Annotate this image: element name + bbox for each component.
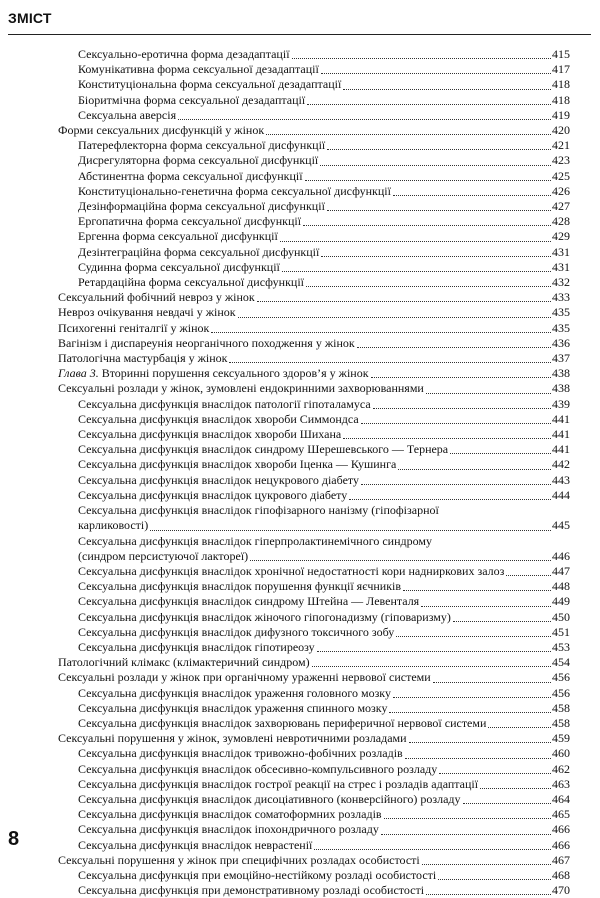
toc-entry-page: 432 <box>552 275 570 290</box>
toc-entry-title: Дезінтеграційна форма сексуальної дисфункції <box>78 244 320 259</box>
toc-entry-page: 438 <box>552 381 570 396</box>
toc-entry-page: 467 <box>552 852 570 867</box>
toc-entry-title: Сексуальна дисфункція внаслідок нецукрового діабету <box>78 472 359 487</box>
dot-leader <box>327 210 551 211</box>
toc-entry-page: 450 <box>552 609 570 624</box>
toc-entry-page: 420 <box>552 123 570 138</box>
toc-entry-title: Сексуальний фобічний невроз у жінок <box>58 290 255 305</box>
toc-subsection <box>58 199 570 214</box>
dot-leader <box>349 499 551 500</box>
toc-subsection <box>58 792 570 807</box>
toc-section <box>58 321 570 336</box>
dot-leader <box>480 788 551 789</box>
toc-entry-title-continuation: (синдром персистуючої лактореї) <box>78 548 249 563</box>
toc-section <box>58 305 570 320</box>
toc-entry-page: 419 <box>552 107 570 122</box>
toc-entry-title: Патологічний клімакс (клімактеричний синдром) <box>58 655 310 670</box>
toc-subsection <box>58 457 570 472</box>
toc-entry-continuation <box>58 518 570 533</box>
toc-entry-page: 426 <box>552 183 570 198</box>
table-of-contents <box>58 47 570 898</box>
toc-entry-title: Сексуальна дисфункція внаслідок ураження головного мозку <box>78 685 391 700</box>
toc-entry-title: Сексуальна дисфункція при демонстративному розладі особистості <box>78 883 425 898</box>
dot-leader <box>282 271 551 272</box>
toc-entry-page: 429 <box>552 229 570 244</box>
dot-leader <box>292 58 551 59</box>
toc-entry-page: 458 <box>552 715 570 730</box>
toc-entry-page: 453 <box>552 639 570 654</box>
toc-subsection <box>58 807 570 822</box>
toc-entry-page: 451 <box>552 624 570 639</box>
toc-entry-title: Сексуальна дисфункція внаслідок хвороби Іценка — Кушинга <box>78 457 397 472</box>
dot-leader <box>266 134 551 135</box>
dot-leader <box>178 119 551 120</box>
toc-entry-page: 466 <box>552 822 570 837</box>
dot-leader <box>257 301 551 302</box>
dot-leader <box>321 73 551 74</box>
toc-entry-title: Сексуальна дисфункція внаслідок захворювань периферичної нервової системи <box>78 715 487 730</box>
toc-subsection <box>58 412 570 427</box>
toc-entry-title: Дисрегуляторна форма сексуальної дисфункції <box>78 153 319 168</box>
toc-entry-title: Сексуальні розлади у жінок, зумовлені ендокринними захворюваннями <box>58 381 424 396</box>
toc-subsection <box>58 640 570 655</box>
dot-leader <box>317 651 551 652</box>
toc-subsection <box>58 701 570 716</box>
toc-subsection <box>58 488 570 503</box>
page-header-title: ЗМІСТ <box>8 10 52 26</box>
toc-entry-page: 462 <box>552 761 570 776</box>
toc-entry-title: Сексуальна дисфункція при емоційно-нестійкому розладі особистості <box>78 867 437 882</box>
dot-leader <box>384 818 551 819</box>
toc-entry-page: 437 <box>552 351 570 366</box>
toc-entry-page: 456 <box>552 670 570 685</box>
toc-entry-page: 433 <box>552 290 570 305</box>
toc-subsection <box>58 579 570 594</box>
toc-entry-page: 447 <box>552 563 570 578</box>
dot-leader <box>150 530 551 531</box>
toc-entry-page: 441 <box>552 427 570 442</box>
toc-subsection <box>58 214 570 229</box>
toc-subsection <box>58 245 570 260</box>
toc-subsection <box>58 625 570 640</box>
toc-entry-page: 445 <box>552 518 570 533</box>
dot-leader <box>426 393 551 394</box>
toc-entry-title: Сексуальна аверсія <box>78 107 177 122</box>
toc-entry-title: Сексуальна дисфункція внаслідок хронічної недостатності кори надниркових залоз <box>78 563 505 578</box>
dot-leader <box>373 408 551 409</box>
toc-section <box>58 336 570 351</box>
toc-subsection <box>58 473 570 488</box>
toc-entry-page: 441 <box>552 442 570 457</box>
toc-section <box>58 381 570 396</box>
toc-subsection <box>58 716 570 731</box>
toc-entry-title: Сексуальна дисфункція внаслідок неврастенії <box>78 837 313 852</box>
toc-entry-page: 427 <box>552 199 570 214</box>
page-number: 8 <box>8 828 20 850</box>
toc-entry-title: Біоритмічна форма сексуальної дезадаптації <box>78 92 306 107</box>
toc-entry-page: 468 <box>552 867 570 882</box>
toc-entry-title: Судинна форма сексуальної дисфункції <box>78 259 280 274</box>
dot-leader <box>320 165 551 166</box>
toc-entry-page: 449 <box>552 594 570 609</box>
dot-leader <box>361 484 551 485</box>
toc-entry-title: Сексуальна дисфункція внаслідок тривожно-фобічних розладів <box>78 746 403 761</box>
toc-subsection <box>58 77 570 92</box>
toc-entry-page: 460 <box>552 746 570 761</box>
dot-leader <box>229 362 551 363</box>
toc-entry-title: Сексуальні порушення у жінок, зумовлені невротичними розладами <box>58 731 407 746</box>
toc-chapter <box>58 366 570 381</box>
dot-leader <box>343 438 551 439</box>
toc-entry-page: 435 <box>552 320 570 335</box>
toc-subsection <box>58 762 570 777</box>
dot-leader <box>438 879 551 880</box>
header-divider <box>8 34 591 35</box>
toc-subsection <box>58 62 570 77</box>
toc-section <box>58 290 570 305</box>
toc-entry-page: 438 <box>552 366 570 381</box>
dot-leader <box>450 453 551 454</box>
toc-entry-title: Невроз очікування невдачі у жінок <box>58 305 236 320</box>
toc-entry-title: Сексуальна дисфункція внаслідок гіперпролактинемічного синдрому <box>78 533 432 548</box>
toc-entry-page: 470 <box>552 883 570 898</box>
dot-leader <box>303 225 551 226</box>
dot-leader <box>327 149 551 150</box>
toc-subsection <box>58 397 570 412</box>
toc-entry-page: 415 <box>552 47 570 61</box>
dot-leader <box>453 621 551 622</box>
toc-subsection <box>58 610 570 625</box>
toc-entry-page: 448 <box>552 579 570 594</box>
chapter-label: Глава 3. <box>58 366 99 381</box>
toc-entry-page: 436 <box>552 335 570 350</box>
toc-entry-title: Сексуальна дисфункція внаслідок дифузного токсичного зобу <box>78 624 395 639</box>
dot-leader <box>381 834 551 835</box>
toc-entry-title: Ергопатична форма сексуальної дисфункції <box>78 214 302 229</box>
toc-subsection <box>58 108 570 123</box>
dot-leader <box>433 682 551 683</box>
dot-leader <box>409 742 551 743</box>
dot-leader <box>343 89 551 90</box>
toc-entry-title: Сексуальна дисфункція внаслідок порушення функції яєчників <box>78 579 402 594</box>
toc-entry-title: Сексуальна дисфункція внаслідок гострої реакції на стрес і розладів адаптації <box>78 776 479 791</box>
toc-entry-title: Сексуальна дисфункція внаслідок іпохондричного розладу <box>78 822 379 837</box>
toc-entry-title: Сексуальна дисфункція внаслідок цукрового діабету <box>78 487 348 502</box>
toc-section <box>58 123 570 138</box>
toc-entry <box>58 534 570 549</box>
toc-entry-title: Ретардаційна форма сексуальної дисфункції <box>78 275 304 290</box>
dot-leader <box>305 180 551 181</box>
dot-leader <box>396 636 551 637</box>
toc-subsection <box>58 594 570 609</box>
toc-entry-title: Сексуально-еротична форма дезадаптації <box>78 47 290 61</box>
toc-entry-page: 423 <box>552 153 570 168</box>
toc-entry-page: 463 <box>552 776 570 791</box>
toc-entry-title: Ергенна форма сексуальної дисфункції <box>78 229 278 244</box>
toc-subsection <box>58 883 570 898</box>
dot-leader <box>506 575 551 576</box>
toc-entry-title: Сексуальна дисфункція внаслідок соматоформних розладів <box>78 807 382 822</box>
toc-entry-title: Сексуальна дисфункція внаслідок жіночого гіпогонадизму (гіповаризму) <box>78 609 451 624</box>
toc-subsection <box>58 822 570 837</box>
toc-subsection <box>58 275 570 290</box>
toc-entry-title: Патологічна мастурбація у жінок <box>58 351 228 366</box>
dot-leader <box>238 317 551 318</box>
toc-entry-title: Сексуальна дисфункція внаслідок дисоціативного (конверсійного) розладу <box>78 791 461 806</box>
toc-entry-title: Абстинентна форма сексуальної дисфункції <box>78 168 303 183</box>
toc-subsection <box>58 442 570 457</box>
toc-entry-page: 446 <box>552 548 570 563</box>
dot-leader <box>250 560 551 561</box>
toc-entry-title: Сексуальна дисфункція внаслідок обсесивно-компульсивного розладу <box>78 761 438 776</box>
dot-leader <box>307 104 551 105</box>
toc-entry-title: Форми сексуальних дисфункцій у жінок <box>58 123 265 138</box>
toc-section <box>58 731 570 746</box>
toc-section <box>58 853 570 868</box>
dot-leader <box>393 697 551 698</box>
toc-entry-page: 425 <box>552 168 570 183</box>
dot-leader <box>439 773 551 774</box>
toc-entry-page: 421 <box>552 138 570 153</box>
toc-entry-page: 435 <box>552 305 570 320</box>
dot-leader <box>314 849 551 850</box>
toc-entry-page: 466 <box>552 837 570 852</box>
toc-entry-page: 418 <box>552 77 570 92</box>
dot-leader <box>306 286 551 287</box>
toc-entry-continuation <box>58 549 570 564</box>
dot-leader <box>393 195 551 196</box>
toc-subsection <box>58 229 570 244</box>
toc-entry-page: 441 <box>552 411 570 426</box>
toc-section <box>58 670 570 685</box>
toc-entry-title: Конституціональна форма сексуальної дезадаптації <box>78 77 342 92</box>
toc-entry-title: Сексуальні розлади у жінок при органічному ураженні нервової системи <box>58 670 431 685</box>
toc-subsection <box>58 153 570 168</box>
dot-leader <box>398 469 551 470</box>
toc-subsection <box>58 686 570 701</box>
toc-entry-title: Комунікативна форма сексуальної дезадаптації <box>78 62 319 77</box>
toc-entry-page: 458 <box>552 700 570 715</box>
toc-entry-title: Сексуальна дисфункція внаслідок синдрому Штейна — Левенталя <box>78 594 420 609</box>
toc-entry-page: 439 <box>552 396 570 411</box>
toc-entry-page: 456 <box>552 685 570 700</box>
toc-entry-title: Сексуальна дисфункція внаслідок патології гіпоталамуса <box>78 396 371 411</box>
toc-entry-title: Дезінформаційна форма сексуальної дисфункції <box>78 199 325 214</box>
toc-entry-title: Психогенні геніталгії у жінок <box>58 320 210 335</box>
toc-entry-title: Сексуальна дисфункція внаслідок хвороби Шихана <box>78 427 342 442</box>
dot-leader <box>488 727 551 728</box>
toc-entry-page: 418 <box>552 92 570 107</box>
toc-subsection <box>58 746 570 761</box>
dot-leader <box>422 864 551 865</box>
toc-entry-page: 454 <box>552 655 570 670</box>
toc-entry-title: Сексуальна дисфункція внаслідок синдрому Шерешевського — Тернера <box>78 442 449 457</box>
toc-subsection <box>58 47 570 62</box>
dot-leader <box>403 590 551 591</box>
toc-entry-page: 431 <box>552 259 570 274</box>
dot-leader <box>321 256 551 257</box>
dot-leader <box>312 666 551 667</box>
toc-subsection <box>58 564 570 579</box>
dot-leader <box>280 241 551 242</box>
toc-subsection <box>58 427 570 442</box>
dot-leader <box>371 377 551 378</box>
toc-entry-title: Конституціонально-генетична форма сексуальної дисфункції <box>78 183 391 198</box>
toc-entry-title: Сексуальна дисфункція внаслідок гіпотиреозу <box>78 639 315 654</box>
toc-entry-title: Патерефлекторна форма сексуальної дисфункції <box>78 138 326 153</box>
toc-entry-title <box>58 366 369 381</box>
dot-leader <box>405 758 551 759</box>
dot-leader <box>463 803 551 804</box>
chapter-title: Вторинні порушення сексуального здоров’я у жінок <box>101 366 369 381</box>
dot-leader <box>361 423 551 424</box>
dot-leader <box>389 712 551 713</box>
toc-subsection <box>58 777 570 792</box>
toc-section <box>58 655 570 670</box>
toc-entry-title: Сексуальна дисфункція внаслідок ураження спинного мозку <box>78 700 388 715</box>
dot-leader <box>357 347 551 348</box>
toc-entry-page: 465 <box>552 807 570 822</box>
toc-section <box>58 351 570 366</box>
toc-entry-page: 417 <box>552 62 570 77</box>
toc-entry-page: 428 <box>552 214 570 229</box>
toc-subsection <box>58 93 570 108</box>
toc-subsection <box>58 260 570 275</box>
toc-entry-page: 442 <box>552 457 570 472</box>
dot-leader <box>211 332 551 333</box>
toc-entry-page: 431 <box>552 244 570 259</box>
toc-subsection <box>58 868 570 883</box>
toc-entry-title: Сексуальна дисфункція внаслідок гіпофізарного нанізму (гіпофізарної <box>78 503 439 518</box>
toc-entry <box>58 503 570 518</box>
toc-entry-page: 464 <box>552 791 570 806</box>
toc-subsection <box>58 184 570 199</box>
dot-leader <box>426 894 551 895</box>
toc-entry-page: 444 <box>552 487 570 502</box>
dot-leader <box>421 606 551 607</box>
toc-subsection <box>58 838 570 853</box>
toc-entry-title: Сексуальна дисфункція внаслідок хвороби Симмондса <box>78 411 359 426</box>
toc-entry-title-continuation: карликовості) <box>78 518 149 533</box>
toc-entry-page: 443 <box>552 472 570 487</box>
toc-entry-title: Вагінізм і диспареунія неорганічного походження у жінок <box>58 335 355 350</box>
toc-entry-title: Сексуальні порушення у жінок при специфічних розладах особистості <box>58 852 420 867</box>
toc-entry-page: 459 <box>552 731 570 746</box>
toc-subsection <box>58 138 570 153</box>
toc-subsection <box>58 169 570 184</box>
